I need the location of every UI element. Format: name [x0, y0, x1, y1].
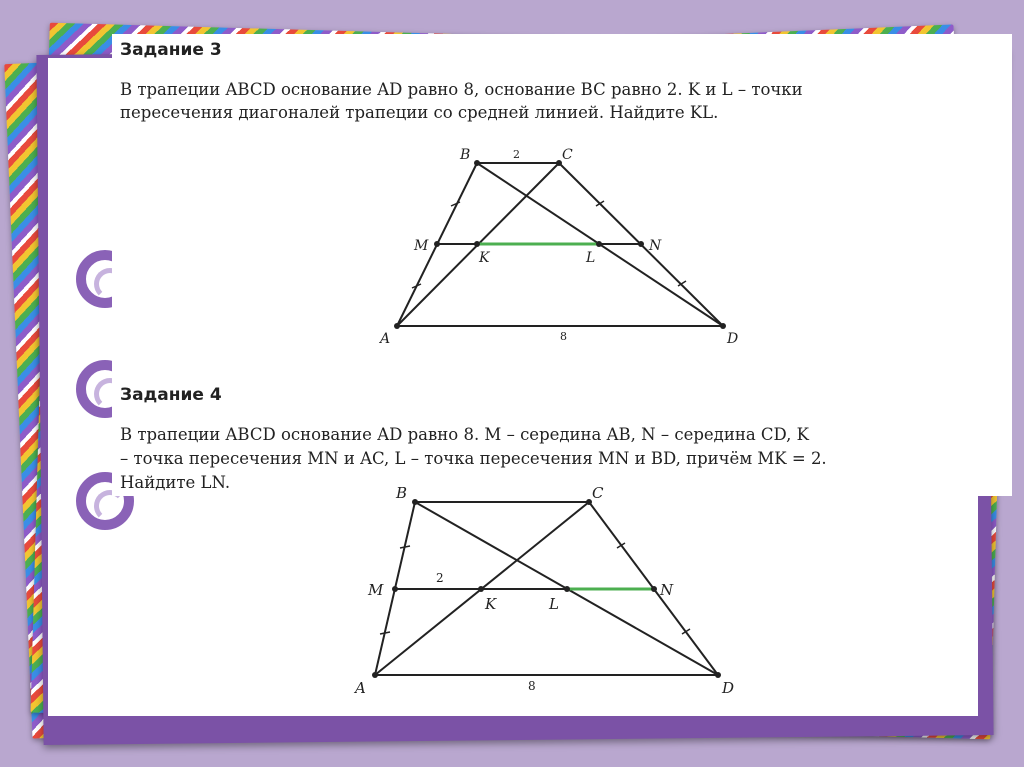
- point-d-label: D: [722, 679, 735, 697]
- point-k-label: K: [485, 595, 497, 613]
- point-k-label: K: [479, 250, 490, 266]
- task3-text-line1: В трапеции ABCD основание AD равно 8, основание BC равно 2. K и L – точки: [120, 80, 803, 99]
- mk-length-label: 2: [436, 571, 444, 585]
- point-m-label: M: [368, 581, 384, 599]
- point-l-label: L: [549, 595, 559, 613]
- point-n-label: N: [649, 238, 662, 254]
- point-l-label: L: [586, 250, 596, 266]
- ad-length-label: 8: [560, 330, 567, 343]
- task4-text-line2: – точка пересечения MN и AC, L – точка пересечения MN и BD, причём MK = 2.: [120, 449, 827, 468]
- point-b-label: B: [396, 484, 408, 502]
- point-a-label: A: [380, 331, 391, 347]
- task4-text-line3: Найдите LN.: [120, 473, 231, 492]
- task4-title: Задание 4: [120, 385, 222, 405]
- task3-title: Задание 3: [120, 40, 222, 60]
- point-n-label: N: [660, 581, 674, 599]
- point-d-label: D: [727, 331, 739, 347]
- point-c-label: C: [562, 147, 573, 163]
- task4-text-line1: В трапеции ABCD основание AD равно 8. M – середина AB, N – середина CD, K: [120, 425, 809, 444]
- bc-length-label: 2: [513, 148, 520, 161]
- point-a-label: A: [355, 679, 366, 697]
- point-b-label: B: [460, 147, 471, 163]
- ad-length-label: 8: [528, 679, 536, 693]
- point-c-label: C: [592, 484, 604, 502]
- point-m-label: M: [414, 238, 429, 254]
- task3-text-line2: пересечения диагоналей трапеции со средней линией. Найдите KL.: [120, 103, 719, 122]
